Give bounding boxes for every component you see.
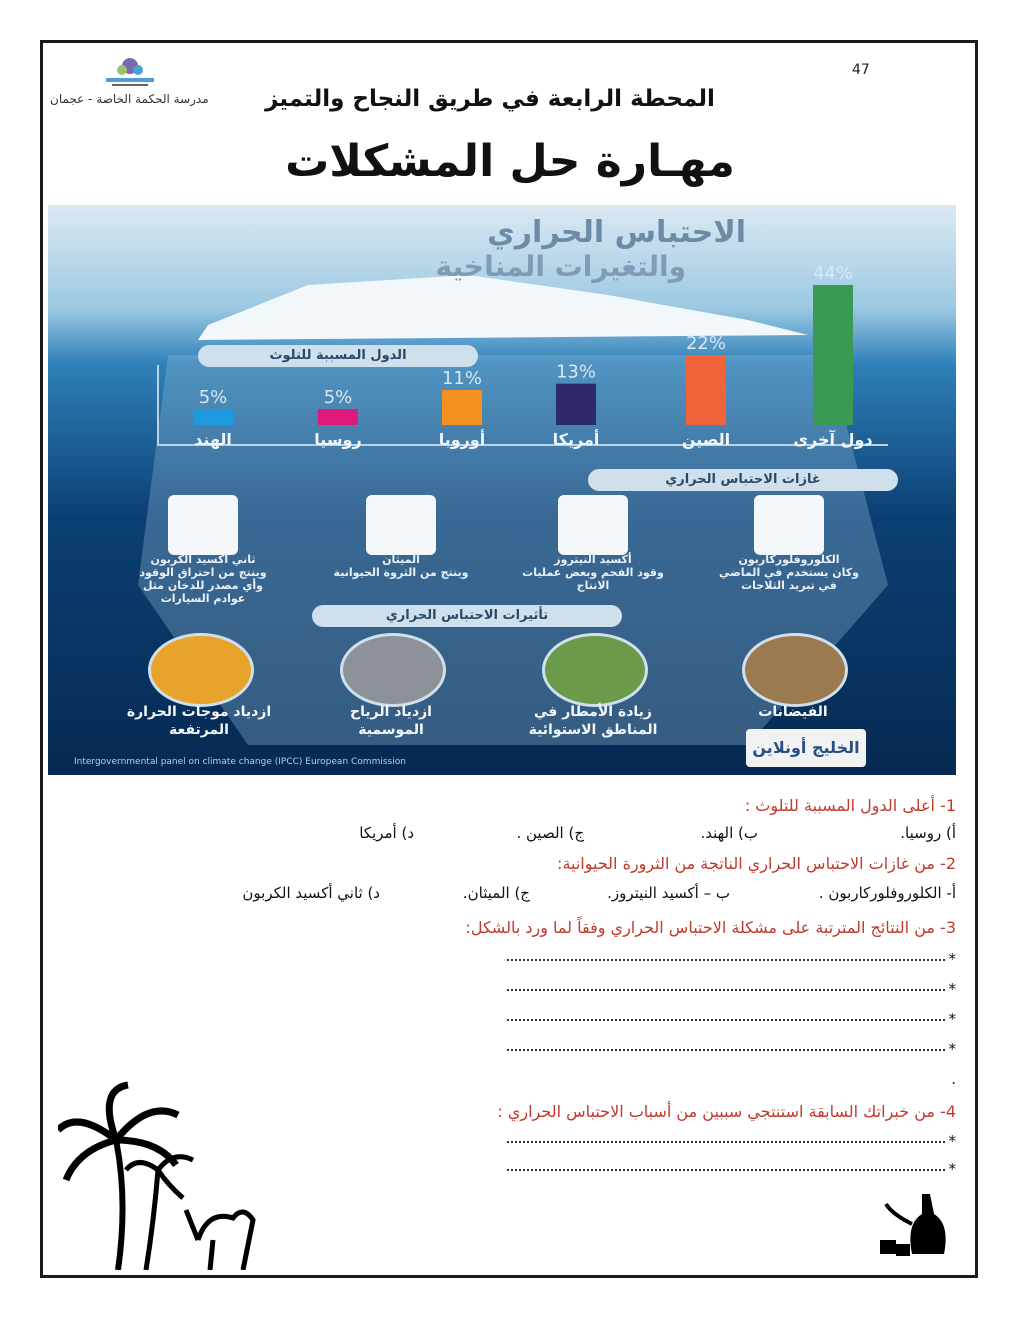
infographic-source: Intergovernmental panel on climate change (IPCC) European Commission [74, 757, 406, 767]
bar-value-label: 5% [323, 387, 353, 409]
bar-category-label: أوروبا [438, 430, 486, 449]
bar-category-label: أمريكا [552, 430, 600, 449]
bar-value-label: 44% [812, 263, 854, 284]
bullet: * [948, 980, 956, 998]
flood-image [742, 633, 848, 707]
effect-heatwaves: ازدياد موجات الحرارة المرتفعة [126, 704, 272, 738]
pollution-bar-chart [48, 205, 956, 465]
bullet: * [948, 1160, 956, 1178]
q3-answer-line-3[interactable] [507, 1010, 957, 1028]
q2-option-d[interactable]: د) ثاني أكسيد الكربون [242, 884, 380, 902]
bar-5 [813, 285, 853, 425]
gases-ribbon: غازات الاحتباس الحراري [588, 469, 898, 491]
gas-nitrous-oxide [518, 553, 668, 592]
bar-value-label: 22% [685, 333, 727, 354]
q1-option-a[interactable]: أ) روسيا. [900, 824, 956, 842]
bar-4 [686, 355, 726, 425]
bar-value-label: 11% [441, 368, 483, 389]
climate-infographic [48, 205, 956, 775]
bullet: * [948, 1132, 956, 1150]
coffee-pot-silhouette [872, 1184, 962, 1264]
page-number: 47 [852, 62, 870, 78]
q2-option-b[interactable]: ب – أكسيد النيتروز. [607, 884, 730, 902]
gas-desc: وينتج من احتراق الوقود وأي مصدر للدخان مثل عوادم السيارات [139, 566, 267, 605]
countries-ribbon: الدول المسببة للتلوث [198, 345, 478, 367]
gas-cfc [714, 553, 864, 592]
co2-molecule-icon [168, 495, 238, 555]
bar-category-label: الصين [681, 430, 731, 449]
q1-option-c[interactable]: ج) الصين . [516, 824, 584, 842]
cfc-molecule-icon [754, 495, 824, 555]
bar-value-label: 13% [555, 361, 597, 383]
palm-camel-silhouette [58, 1080, 268, 1270]
bar-2 [442, 390, 482, 425]
gas-name: أكسيد النيتروز [554, 553, 632, 566]
gas-desc: وقود الفحم وبعض عمليات الانتاج [522, 566, 664, 592]
question-3: 3- من النتائج المترتبة على مشكلة الاحتباس الحراري وفقاً لما ورد بالشكل: [465, 918, 956, 937]
bar-1 [318, 409, 358, 425]
gas-name: الميثان [382, 553, 420, 566]
gas-desc: وينتج من الثروة الحيوانية [333, 566, 469, 579]
methane-molecule-icon [366, 495, 436, 555]
bar-category-label: الهند [194, 430, 232, 449]
nitrous-oxide-molecule-icon [558, 495, 628, 555]
bullet: * [948, 1010, 956, 1028]
q1-option-b[interactable]: ب) الهند. [700, 824, 758, 842]
question-4: 4- من خبراتك السابقة استنتجي سببين من أسباب الاحتباس الحراري : [497, 1102, 956, 1121]
effect-floods: الفيضانات [758, 704, 828, 720]
q3-answer-line-4[interactable] [507, 1040, 957, 1058]
chart-axis [158, 365, 888, 445]
bar-0 [193, 409, 233, 425]
question-1: 1- أعلى الدول المسببة للتلوث : [744, 796, 956, 815]
gas-co2 [128, 553, 278, 605]
school-logo [100, 56, 160, 92]
gas-name: ثاني أكسيد الكربون [150, 553, 256, 566]
gas-methane [326, 553, 476, 579]
bar-value-label: 5% [198, 387, 228, 409]
heatwave-image [148, 633, 254, 707]
q3-answer-line-2[interactable] [507, 980, 957, 998]
bullet: * [948, 950, 956, 968]
bar-category-label: روسيا [314, 430, 362, 449]
school-name: مدرسة الحكمة الخاصة - عجمان [50, 92, 209, 106]
bullet: * [948, 1040, 956, 1058]
page-subtitle: المحطة الرابعة في طريق النجاح والتميز [265, 86, 715, 112]
monsoon-image [340, 633, 446, 707]
rain-image [542, 633, 648, 707]
infographic-title: الاحتباس الحراري [487, 215, 746, 250]
bar-3 [556, 384, 596, 425]
q2-option-a[interactable]: أ- الكلوروفلوركاربون . [818, 884, 956, 902]
effects-ribbon: تأثيرات الاحتباس الحراري [312, 605, 622, 627]
gas-name: الكلوروفلوركاربون [738, 553, 840, 566]
q4-answer-line-1[interactable] [507, 1132, 957, 1150]
effect-monsoon: ازدياد الرياح الموسمية [350, 704, 432, 738]
gas-desc: وكان يستخدم في الماضي في تبريد الثلاجات [719, 566, 859, 592]
infographic-subtitle: والتغيرات المناخية [435, 250, 686, 283]
q4-answer-line-2[interactable] [507, 1160, 957, 1178]
page-title: مهـارة حل المشكلات [285, 136, 735, 187]
q3-answer-line-1[interactable] [507, 950, 957, 968]
q2-option-c[interactable]: ج) الميثان. [462, 884, 530, 902]
q1-option-d[interactable]: د) أمريكا [359, 824, 414, 842]
source-brand-logo: الخليج أونلاين [746, 729, 866, 767]
q3-end-mark: . [951, 1070, 956, 1088]
question-2: 2- من غازات الاحتباس الحراري الناتجة من الثرورة الحيوانية: [557, 854, 956, 873]
effect-tropical-rain: زيادة الأمطار في المناطق الاستوائية [528, 704, 658, 738]
bar-category-label: دول آخرى [793, 430, 873, 449]
